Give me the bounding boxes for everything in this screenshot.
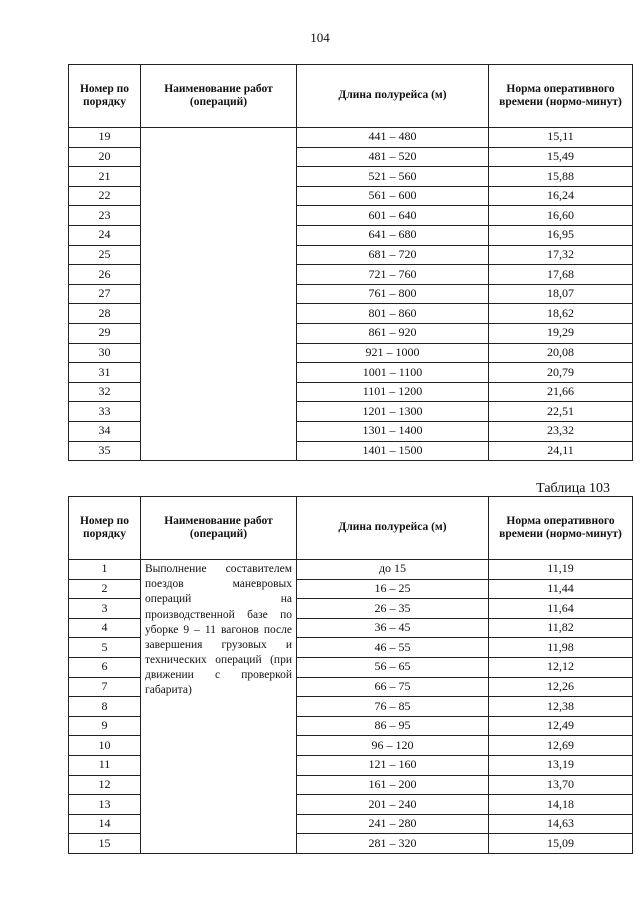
row-number-cell: 28 [69, 304, 141, 324]
row-number-cell: 22 [69, 186, 141, 206]
row-number-cell: 32 [69, 382, 141, 402]
norm-cell: 15,49 [489, 147, 633, 167]
row-number-cell: 14 [69, 814, 141, 834]
norm-cell: 22,51 [489, 402, 633, 422]
length-cell: 161 – 200 [297, 775, 489, 795]
norm-cell: 24,11 [489, 441, 633, 461]
length-cell: до 15 [297, 560, 489, 580]
row-number-cell: 12 [69, 775, 141, 795]
row-number-cell: 3 [69, 599, 141, 619]
length-cell: 521 – 560 [297, 167, 489, 187]
norm-cell: 12,12 [489, 657, 633, 677]
length-cell: 36 – 45 [297, 618, 489, 638]
row-number-cell: 4 [69, 618, 141, 638]
length-cell: 1001 – 1100 [297, 363, 489, 383]
norm-cell: 17,68 [489, 265, 633, 285]
norm-cell: 15,88 [489, 167, 633, 187]
length-cell: 56 – 65 [297, 657, 489, 677]
norm-cell: 11,19 [489, 560, 633, 580]
header-operation-name: Наименование работ (операций) [141, 65, 297, 128]
row-number-cell: 21 [69, 167, 141, 187]
norm-cell: 11,44 [489, 579, 633, 599]
header-half-trip-length: Длина полурейса (м) [297, 497, 489, 560]
length-cell: 1301 – 1400 [297, 421, 489, 441]
row-number-cell: 2 [69, 579, 141, 599]
row-number-cell: 23 [69, 206, 141, 226]
norm-cell: 14,18 [489, 795, 633, 815]
norm-cell: 21,66 [489, 382, 633, 402]
length-cell: 201 – 240 [297, 795, 489, 815]
operation-name-cell [141, 128, 297, 461]
norm-cell: 15,11 [489, 128, 633, 148]
norm-cell: 18,62 [489, 304, 633, 324]
norm-cell: 20,79 [489, 363, 633, 383]
norm-cell: 12,69 [489, 736, 633, 756]
row-number-cell: 20 [69, 147, 141, 167]
norm-cell: 16,60 [489, 206, 633, 226]
length-cell: 441 – 480 [297, 128, 489, 148]
length-cell: 1101 – 1200 [297, 382, 489, 402]
length-cell: 281 – 320 [297, 834, 489, 854]
row-number-cell: 24 [69, 225, 141, 245]
page-number: 104 [310, 30, 330, 45]
norm-cell: 12,26 [489, 677, 633, 697]
row-number-cell: 33 [69, 402, 141, 422]
row-number-cell: 10 [69, 736, 141, 756]
row-number-cell: 5 [69, 638, 141, 658]
norms-table-continued [68, 64, 633, 461]
row-number-cell: 30 [69, 343, 141, 363]
norm-cell: 12,49 [489, 716, 633, 736]
norm-cell: 13,70 [489, 775, 633, 795]
header-row-number: Номер по порядку [69, 497, 141, 560]
row-number-cell: 6 [69, 657, 141, 677]
header-operation-name: Наименование работ (операций) [141, 497, 297, 560]
table-body [69, 128, 633, 461]
row-number-cell: 1 [69, 560, 141, 580]
norm-cell: 16,95 [489, 225, 633, 245]
norm-cell: 11,82 [489, 618, 633, 638]
row-number-cell: 35 [69, 441, 141, 461]
norm-cell: 14,63 [489, 814, 633, 834]
row-number-cell: 8 [69, 697, 141, 717]
table-row [69, 128, 633, 148]
length-cell: 801 – 860 [297, 304, 489, 324]
length-cell: 1401 – 1500 [297, 441, 489, 461]
length-cell: 601 – 640 [297, 206, 489, 226]
norm-cell: 15,09 [489, 834, 633, 854]
row-number-cell: 19 [69, 128, 141, 148]
length-cell: 861 – 920 [297, 323, 489, 343]
norm-cell: 18,07 [489, 284, 633, 304]
length-cell: 121 – 160 [297, 755, 489, 775]
operation-name-cell: Выполнение составителем поездов маневровых операций на производственной базе по уборке 9 – 11 вагонов после завершения грузовых и технических операций (при движении с проверкой габарита) [141, 560, 297, 854]
row-number-cell: 9 [69, 716, 141, 736]
table-header-row [69, 65, 633, 128]
length-cell: 241 – 280 [297, 814, 489, 834]
length-cell: 481 – 520 [297, 147, 489, 167]
norm-cell: 20,08 [489, 343, 633, 363]
length-cell: 66 – 75 [297, 677, 489, 697]
header-operating-time-norm: Норма оперативного времени (нормо-минут) [489, 497, 633, 560]
header-row-number: Номер по порядку [69, 65, 141, 128]
length-cell: 1201 – 1300 [297, 402, 489, 422]
norm-cell: 17,32 [489, 245, 633, 265]
norms-table-103 [68, 496, 633, 854]
row-number-cell: 7 [69, 677, 141, 697]
row-number-cell: 26 [69, 265, 141, 285]
length-cell: 16 – 25 [297, 579, 489, 599]
table-body [69, 560, 633, 854]
row-number-cell: 25 [69, 245, 141, 265]
norm-cell: 12,38 [489, 697, 633, 717]
length-cell: 46 – 55 [297, 638, 489, 658]
length-cell: 721 – 760 [297, 265, 489, 285]
table-row [69, 560, 633, 580]
row-number-cell: 11 [69, 755, 141, 775]
table-caption: Таблица 103 [536, 481, 610, 496]
length-cell: 96 – 120 [297, 736, 489, 756]
length-cell: 561 – 600 [297, 186, 489, 206]
norm-cell: 11,98 [489, 638, 633, 658]
length-cell: 86 – 95 [297, 716, 489, 736]
norm-cell: 16,24 [489, 186, 633, 206]
length-cell: 921 – 1000 [297, 343, 489, 363]
length-cell: 641 – 680 [297, 225, 489, 245]
header-half-trip-length: Длина полурейса (м) [297, 65, 489, 128]
length-cell: 761 – 800 [297, 284, 489, 304]
row-number-cell: 15 [69, 834, 141, 854]
norm-cell: 19,29 [489, 323, 633, 343]
header-operating-time-norm: Норма оперативного времени (нормо-минут) [489, 65, 633, 128]
norm-cell: 13,19 [489, 755, 633, 775]
row-number-cell: 13 [69, 795, 141, 815]
length-cell: 26 – 35 [297, 599, 489, 619]
table-header-row [69, 497, 633, 560]
norm-cell: 23,32 [489, 421, 633, 441]
length-cell: 681 – 720 [297, 245, 489, 265]
row-number-cell: 29 [69, 323, 141, 343]
norm-cell: 11,64 [489, 599, 633, 619]
row-number-cell: 34 [69, 421, 141, 441]
row-number-cell: 27 [69, 284, 141, 304]
length-cell: 76 – 85 [297, 697, 489, 717]
row-number-cell: 31 [69, 363, 141, 383]
